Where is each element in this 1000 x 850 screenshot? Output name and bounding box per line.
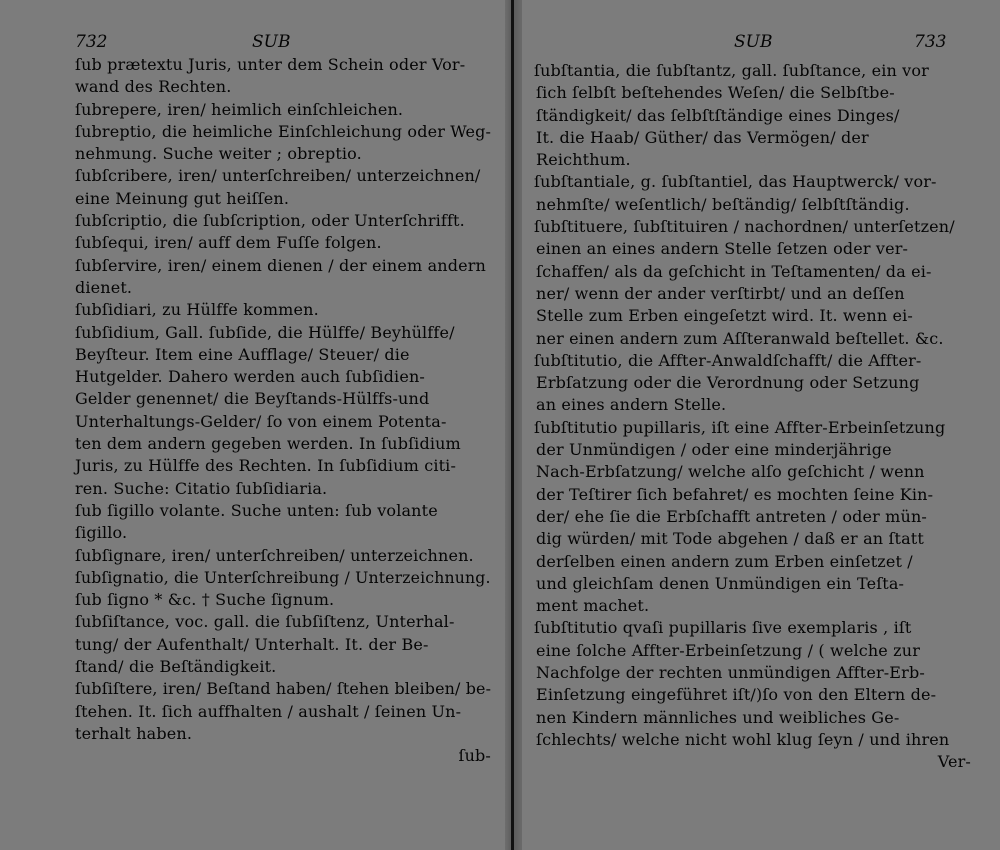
entry-headline: ſubſidiari, zu Hülffe kommen.: [75, 300, 319, 320]
entry-line: der Teſtirer ſich befahret/ es mochten ſeine Kin-: [536, 484, 934, 504]
dictionary-entry: [75, 589, 491, 611]
entry-line: Stelle zum Erben eingeſetzt wird. It. wenn ei-: [536, 306, 913, 326]
entry-line: wand des Rechten.: [75, 77, 232, 97]
entry-line: Juris, zu Hülffe des Rechten. In ſubſidium citi-: [75, 456, 456, 476]
entry-line: nen Kindern männliches und weibliches Ge-: [536, 707, 900, 727]
entry-line: terhalt haben.: [75, 723, 193, 743]
entry-headline: ſubſidium, Gall. ſubſide, die Hülffe/ Beyhülffe/: [75, 322, 455, 342]
entry-line: ment machet.: [536, 596, 650, 616]
dictionary-entry: [536, 350, 971, 417]
running-head: SUB: [734, 32, 773, 52]
entry-line: ſigillo.: [75, 523, 128, 543]
entry-line: Einſetzung eingeführet iſt/)ſo von den Eltern de-: [536, 685, 937, 705]
catchword: Ver-: [937, 752, 971, 772]
entry-line: Reichthum.: [536, 150, 631, 170]
entry-line: ſich ſelbſt beſtehendes Weſen/ die Selbſtbe-: [536, 83, 895, 103]
dictionary-entry: [75, 567, 491, 589]
entry-headline: ſub ſigillo volante. Suche unten: ſub volante: [75, 500, 438, 520]
entry-line: ſchlechts/ welche nicht wohl klug ſeyn / und ihren: [536, 729, 950, 749]
entry-headline: ſubſtituere, ſubſtituiren / nachordnen/ unterſetzen/: [534, 217, 955, 237]
dictionary-entry: [75, 500, 491, 545]
entry-headline: ſubſcriptio, die ſubſcription, oder Unterſchrifft.: [75, 211, 465, 231]
entry-line: ner/ wenn der ander verſtirbt/ und an deſſen: [536, 283, 905, 303]
entry-line: Hutgelder. Dahero werden auch ſubſidien-: [75, 367, 425, 387]
dictionary-entry: [75, 99, 491, 121]
entry-line: It. die Haab/ Güther/ das Vermögen/ der: [536, 127, 869, 147]
entry-line: dienet.: [75, 277, 133, 297]
entry-headline: ſubſtitutio qvaſi pupillaris ſive exemplaris , iſt: [534, 618, 912, 638]
entry-headline: ſubſignatio, die Unterſchreibung / Unterzeichnung.: [75, 567, 491, 587]
entry-line: derſelben einen andern zum Erben einſetzet /: [536, 551, 913, 571]
page-number: 732: [75, 32, 108, 52]
dictionary-entry: [75, 54, 491, 99]
entry-headline: ſubſequi, iren/ auff dem Fuſſe folgen.: [75, 233, 382, 253]
dictionary-entry: [75, 165, 491, 210]
dictionary-entry: [75, 611, 491, 678]
entry-line: nehmung. Suche weiter ; obreptio.: [75, 144, 362, 164]
entry-line: tung/ der Aufenthalt/ Unterhalt. It. der Be-: [75, 634, 429, 654]
entry-line: Unterhaltungs-Gelder/ ſo von einem Potenta-: [75, 411, 447, 431]
dictionary-entry: [536, 617, 971, 751]
entry-headline: ſubſcribere, iren/ unterſchreiben/ unterzeichnen/: [75, 166, 481, 186]
entry-line: ten dem andern gegeben werden. In ſubſidium: [75, 434, 461, 454]
entry-headline: ſub prætextu Juris, unter dem Schein oder Vor-: [75, 55, 466, 74]
right-page: [522, 0, 1000, 850]
entry-line: ren. Suche: Citatio ſubſidiaria.: [75, 478, 328, 498]
entry-line: ſtehen. It. ſich auffhalten / aushalt / ſeinen Un-: [75, 701, 462, 721]
entry-line: der/ ehe ſie die Erbſchafft antreten / oder mün-: [536, 506, 927, 526]
entry-line: an eines andern Stelle.: [536, 395, 727, 415]
entry-headline: ſubſervire, iren/ einem dienen / der einem andern: [75, 255, 486, 275]
entry-line: Nach-Erbſatzung/ welche alſo geſchicht / wenn: [536, 462, 925, 482]
entry-line: ſchaffen/ als da geſchicht in Teſtamenten/ da ei-: [536, 261, 932, 281]
dictionary-entry: [75, 210, 491, 232]
entry-headline: ſubſtantiale, g. ſubſtantiel, das Hauptwerck/ vor-: [534, 172, 937, 192]
running-head: SUB: [252, 32, 291, 52]
entry-line: einen an eines andern Stelle ſetzen oder ver-: [536, 239, 909, 259]
entry-headline: ſubrepere, iren/ heimlich einſchleichen.: [75, 99, 404, 119]
dictionary-entries: [75, 54, 491, 768]
entry-line: ner einen andern zum Aſſteranwald beſtellet. &c.: [536, 328, 944, 348]
entry-line: Erbſatzung oder die Verordnung oder Setzung: [536, 373, 920, 393]
dictionary-entry: [75, 322, 491, 500]
entry-headline: ſubſiſtance, voc. gall. die ſubſiſtenz, Unterhal-: [75, 612, 455, 632]
catchword: ſub-: [458, 746, 491, 766]
dictionary-entry: [75, 232, 491, 254]
dictionary-entry: [75, 255, 491, 300]
entry-headline: ſubſiſtere, iren/ Beſtand haben/ ſtehen bleiben/ be-: [75, 679, 492, 699]
dictionary-entry: [536, 417, 971, 618]
entry-headline: ſubreptio, die heimliche Einſchleichung oder Weg-: [75, 121, 492, 141]
entry-headline: ſubſtitutio, die Affter-Anwaldſchafft/ die Affter-: [534, 350, 922, 370]
entry-line: ſtändigkeit/ das ſelbſtſtändige eines Dinges/: [536, 105, 900, 125]
dictionary-entry: [75, 678, 491, 745]
entry-headline: ſub ſigno * &c. † Suche ſignum.: [75, 590, 335, 610]
entry-line: ſtand/ die Beſtändigkeit.: [75, 657, 277, 677]
entry-headline: ſubſignare, iren/ unterſchreiben/ unterzeichnen.: [75, 545, 474, 565]
dictionary-entry: [75, 545, 491, 567]
entry-line: Beyſteur. Item eine Aufflage/ Steuer/ die: [75, 344, 410, 364]
entry-line: Nachfolge der rechten unmündigen Affter-Erb-: [536, 663, 925, 683]
dictionary-entries: [536, 60, 971, 774]
entry-line: Gelder genennet/ die Beyſtands-Hülffs-und: [75, 389, 430, 409]
entry-line: eine Meinung gut heiſſen.: [75, 188, 290, 208]
dictionary-entry: [75, 121, 491, 166]
entry-line: der Unmündigen / oder eine minderjährige: [536, 440, 892, 460]
entry-line: und gleichſam denen Unmündigen ein Teſta-: [536, 573, 905, 593]
entry-line: eine ſolche Affter-Erbeinſetzung / ( welche zur: [536, 640, 920, 660]
entry-line: nehmſte/ weſentlich/ beſtändig/ ſelbſtſtändig.: [536, 194, 910, 214]
entry-line: dig würden/ mit Tode abgehen / daß er an ſtatt: [536, 529, 924, 549]
entry-headline: ſubſtitutio pupillaris, iſt eine Affter-Erbeinſetzung: [534, 417, 946, 437]
dictionary-entry: [536, 171, 971, 216]
dictionary-entry: [536, 216, 971, 350]
page-number: 733: [914, 32, 947, 52]
dictionary-entry: [75, 299, 491, 321]
entry-headline: ſubſtantia, die ſubſtantz, gall. ſubſtance, ein vor: [534, 61, 929, 80]
dictionary-entry: [536, 60, 971, 171]
gutter-shadow-line: [511, 0, 514, 850]
